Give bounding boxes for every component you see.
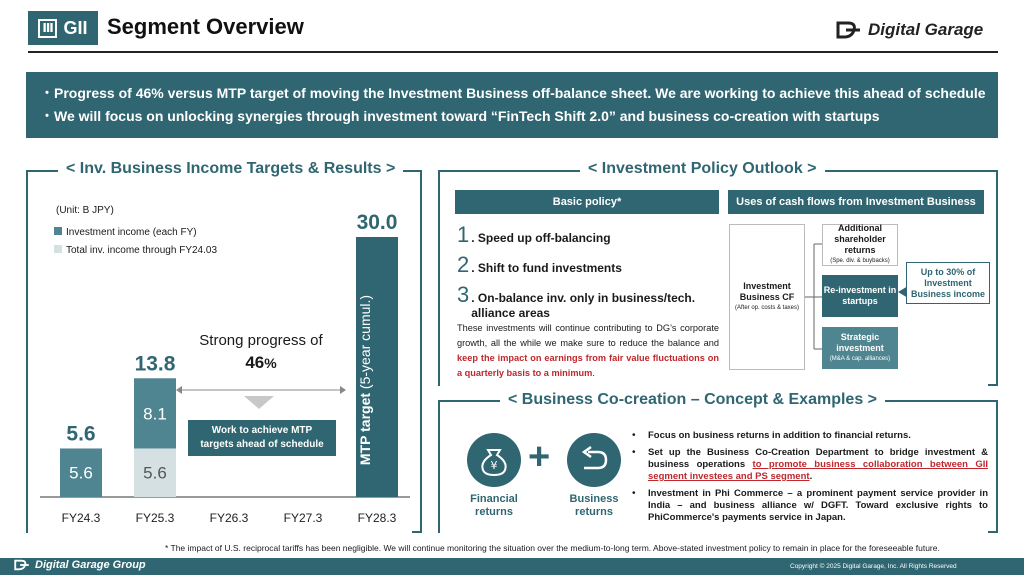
copyright: Copyright © 2025 Digital Garage, Inc. All Rights Reserved [790,563,957,570]
banner-line-2: ・We will focus on unlocking synergies through investment toward “FinTech Shift 2.0” and business co-creation with startups [40,108,880,124]
reinvestment-box: Re-investment in startups [822,275,898,317]
badge-text: GII [63,17,88,38]
progress-label: Strong progress of 46% [199,332,323,372]
bullet-dot-3: • [632,488,636,499]
page-title: Segment Overview [107,14,304,39]
company-logo [836,20,983,40]
x-tick-label: FY26.3 [209,511,249,525]
cocreation-panel-frame-right [988,400,998,533]
uses-cashflow-header: Uses of cash flows from Investment Business [728,190,984,214]
shareholder-returns-box: Additional shareholder returns (Spe. div. & buybacks) [822,224,898,266]
header-divider [28,51,998,53]
plus-sign: + [528,436,551,478]
basic-policy-header: Basic policy* [455,190,719,214]
cocreation-bullets [648,430,988,529]
summary-banner [26,72,998,138]
cocreation-bullet-1: Focus on business returns in addition to financial returns. [648,430,911,441]
policy-description: These investments will continue contributing to DG’s corporate growth, all the while we make sure to reduce the balance and keep the impact on earnings from fair value fluctuations on a quarterly basis to a minimum. [457,323,719,378]
flow-connectors [805,224,823,370]
business-returns-label: Business returns [569,493,619,518]
policy-section-title: < Investment Policy Outlook > [580,160,825,178]
chart-panel-frame-right [412,170,422,533]
cocreation-bullet-3: Investment in Phi Commerce – a prominent payment service provider in India – and business alliance w/ DGFT. Toward exclusive rights to PhiCommerce's payments service in Japan. [648,488,988,523]
cocreation-bullet-2: Set up the Business Co-Creation Department to bridge investment & business operations to promote business collaboration between GII segment investees and PS segment. [648,447,988,482]
footer-logo-icon [14,559,30,571]
bullet-dots [632,430,636,500]
bar-total-label: 5.6 [66,422,96,446]
policy-item-2: 2 . Shift to fund investments [457,252,622,277]
up-to-30-callout: Up to 30% of Investment Business income [906,262,990,304]
money-bag-icon [466,432,522,488]
mtp-vertical-label: MTP target (5-year cumul.) [357,294,373,466]
x-tick-label: FY27.3 [283,511,323,525]
chart-section-title: < Inv. Business Income Targets & Results > [58,160,403,178]
bar-total-label: 30.0 [356,211,398,234]
dg-logo-icon [836,21,862,39]
footnote: * The impact of U.S. reciprocal tariffs has been negligible. We will continue monitoring the situation over the medium-to-long term. Above-stated investment policy to remain in place for the foreseeable future. [165,543,940,553]
strategic-investment-box: Strategic investment (M&A & cap. alliances) [822,327,898,369]
policy-item-3: 3 . On-balance inv. only in business/tech. alliance areas [457,282,696,320]
svg-text:¥: ¥ [490,459,498,472]
badge-numeral: Ⅲ [38,19,57,38]
legend-item-prior: Total inv. income through FY24.03 [54,242,217,260]
progress-arrow [176,381,346,389]
x-tick-label: FY24.3 [61,511,101,525]
down-triangle-icon [244,396,274,410]
bar-segment-label: 5.6 [143,463,167,483]
footer-brand: Digital Garage Group [14,559,146,571]
banner-line-1: ・Progress of 46% versus MTP target of moving the Investment Business off-balance sheet. We are working to achieve this ahead of schedule [40,85,986,101]
chart-unit: (Unit: B JPY) [56,205,114,216]
logo-text: Digital Garage [868,20,984,39]
bar-segment-label: 8.1 [143,404,167,424]
bar-total-label: 13.8 [134,352,176,376]
bullet-dot-1: • [632,430,636,441]
x-tick-label: FY25.3 [135,511,175,525]
financial-returns-label: Financial returns [470,493,518,518]
bullet-dot-2: • [632,447,636,458]
x-tick-label: FY28.3 [357,511,397,525]
policy-item-1: 1 . Speed up off-balancing [457,222,611,247]
segment-badge [28,11,98,45]
callout-box: Work to achieve MTP targets ahead of schedule [188,420,336,456]
cocreation-section-title: < Business Co-creation – Concept & Examples > [500,391,885,409]
return-arrow-icon [566,432,622,488]
bar-segment-label: 5.6 [69,463,93,483]
investment-cf-box: Investment Business CF (After op. costs & taxes) [729,224,805,370]
legend-item-income: Investment income (each FY) [54,224,217,242]
